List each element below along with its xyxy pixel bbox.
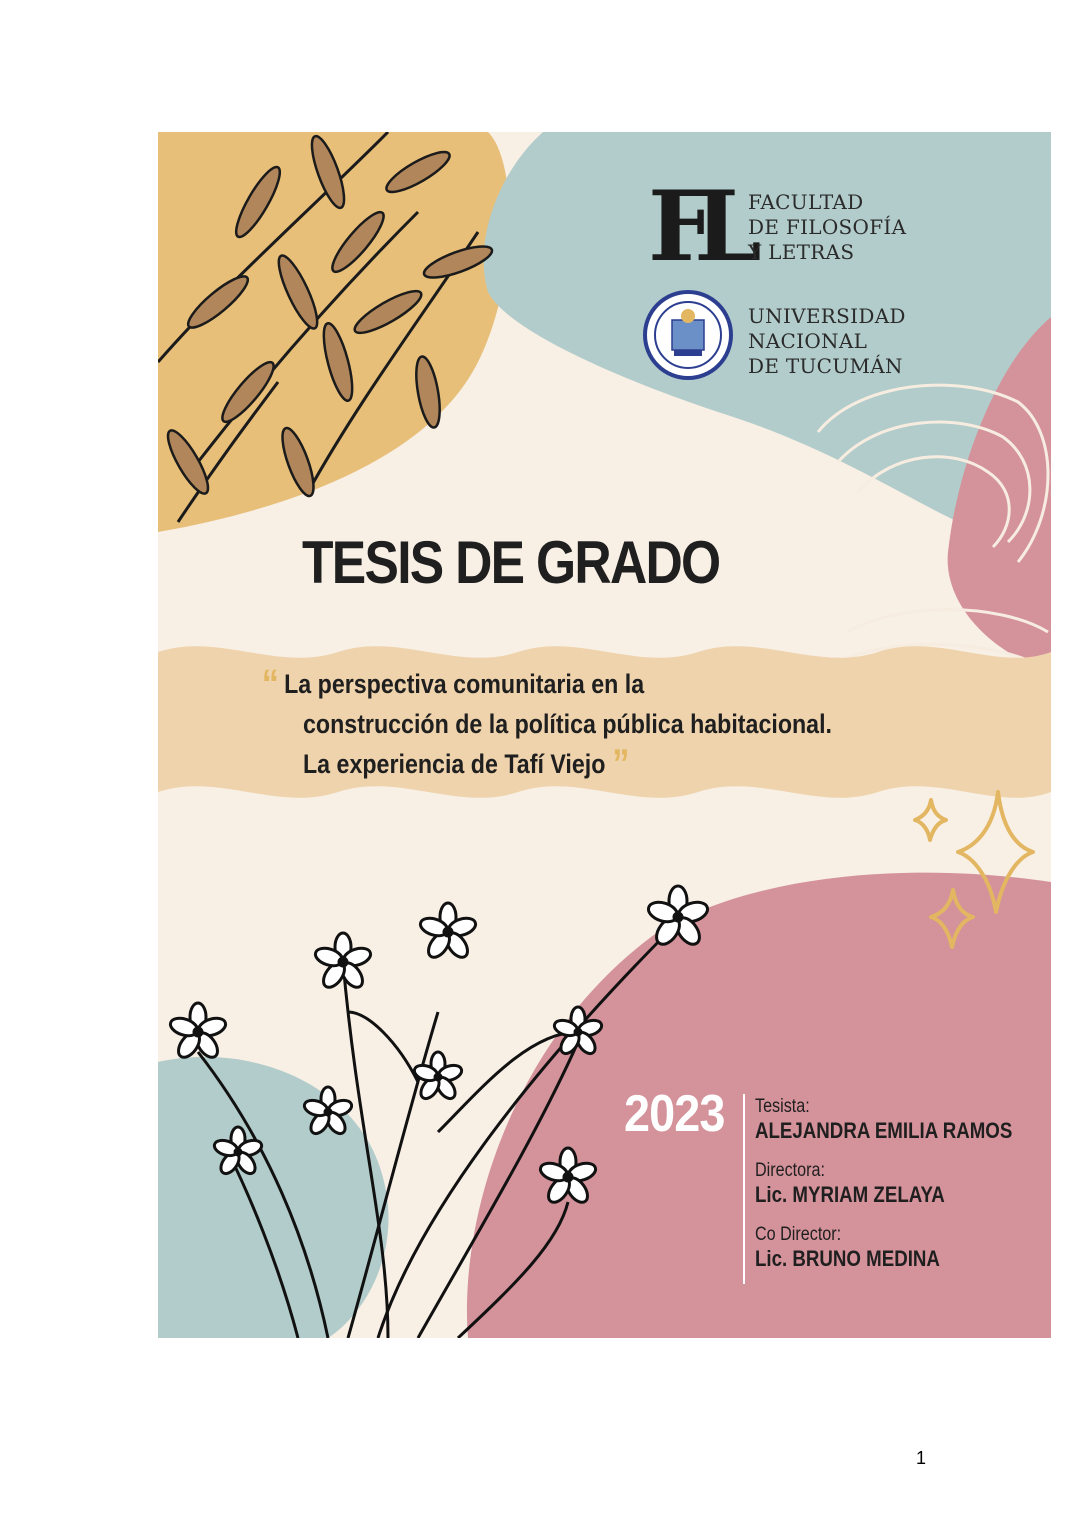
faculty-line: FACULTAD bbox=[748, 190, 864, 214]
author-label: Tesista: bbox=[755, 1096, 810, 1117]
year: 2023 bbox=[624, 1085, 725, 1143]
university-line: DE TUCUMÁN bbox=[748, 354, 903, 378]
co-director-label: Co Director: bbox=[755, 1224, 842, 1245]
university-line: UNIVERSIDAD bbox=[748, 304, 906, 328]
subtitle-line bbox=[303, 744, 922, 784]
faculty-line: Y LETRAS bbox=[748, 240, 855, 264]
thesis-cover bbox=[158, 132, 1051, 1338]
subtitle-line-text: La experiencia de Tafí Viejo bbox=[303, 749, 606, 779]
open-quote-icon: “ bbox=[261, 662, 279, 706]
subtitle-line bbox=[261, 662, 922, 706]
director-label: Directora: bbox=[755, 1160, 826, 1181]
credits-block bbox=[755, 1096, 1051, 1288]
subtitle-line-text: La perspectiva comunitaria en la bbox=[284, 669, 645, 699]
faculty-name bbox=[748, 190, 906, 265]
subtitle-line: construcción de la política pública habitacional. bbox=[303, 709, 833, 739]
university-seal-icon bbox=[645, 292, 731, 378]
document-title: TESIS DE GRADO bbox=[302, 529, 720, 596]
close-quote-icon: ” bbox=[612, 742, 630, 786]
director-name: Lic. MYRIAM ZELAYA bbox=[755, 1182, 945, 1207]
author-name: ALEJANDRA EMILIA RAMOS bbox=[755, 1118, 1013, 1143]
credits-divider bbox=[743, 1094, 747, 1284]
university-line: NACIONAL bbox=[748, 329, 868, 353]
thesis-subtitle bbox=[261, 662, 922, 786]
svg-text:FL: FL bbox=[648, 170, 740, 283]
co-director-name: Lic. BRUNO MEDINA bbox=[755, 1246, 940, 1271]
university-name bbox=[748, 304, 906, 379]
page-number: 1 bbox=[916, 1448, 927, 1468]
faculty-line: DE FILOSOFÍA bbox=[748, 215, 907, 239]
